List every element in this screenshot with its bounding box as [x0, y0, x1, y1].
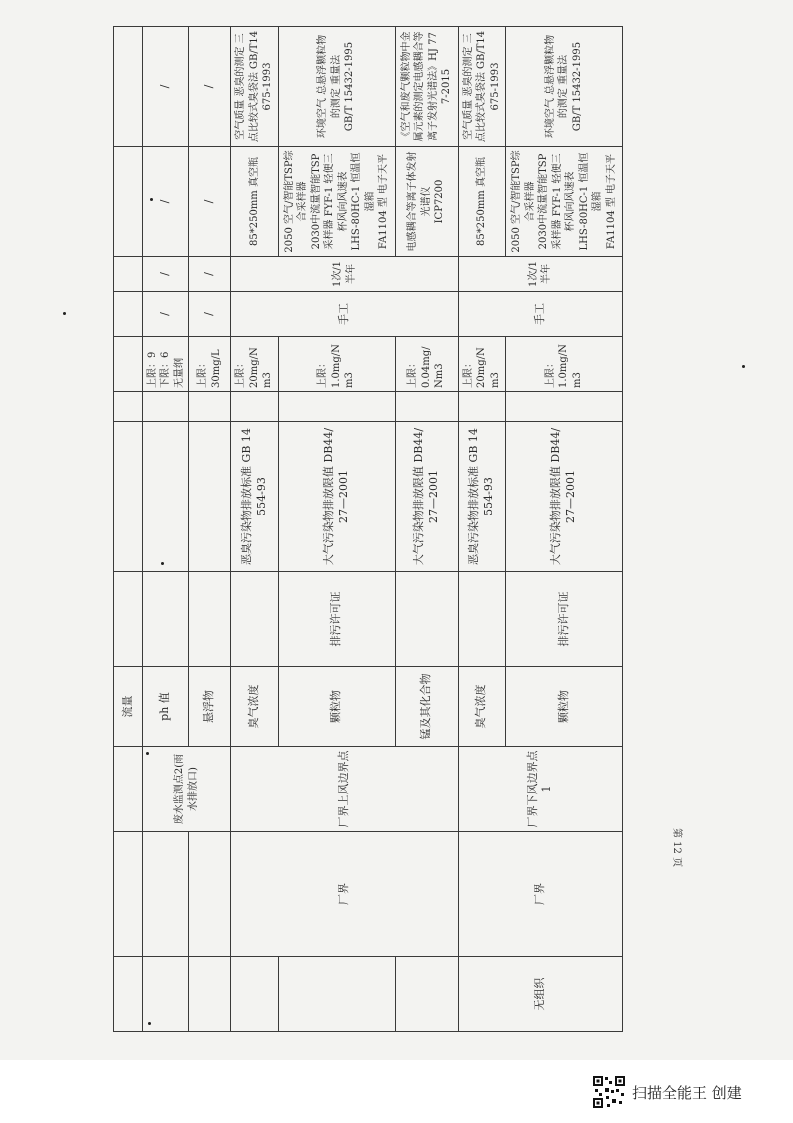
cell-upwind: 厂界上风边界点 — [231, 747, 458, 832]
cell — [506, 392, 623, 422]
cell-permit: 排污许可证 — [278, 572, 395, 667]
scan-speck — [742, 365, 745, 368]
cell — [143, 957, 189, 1032]
cell-equipment: 电感耦合等离子体发射光谱仪 ICP7200 — [395, 147, 458, 257]
cell-limit: 上限：9 下限：6 无量纲 — [143, 337, 189, 392]
cell-particulate: 颗粒物 — [278, 667, 395, 747]
cell — [458, 392, 505, 422]
monitoring-table — [113, 26, 623, 1032]
cell — [189, 392, 231, 422]
cell-standard: 恶臭污染物排放标准 GB 14554-93 — [231, 422, 278, 572]
cell-slash: / — [143, 147, 189, 257]
cell-standard: 大气污染物排放限值 DB44/ 27—2001 — [395, 422, 458, 572]
cell-particulate: 颗粒物 — [506, 667, 623, 747]
cell — [189, 832, 231, 957]
cell-equipment: 85*250mm 真空瓶 — [231, 147, 278, 257]
cell — [114, 832, 143, 957]
cell — [114, 337, 143, 392]
cell-boundary: 厂界 — [231, 832, 458, 957]
cell-manual: 手工 — [231, 292, 458, 337]
cell-method: 《空气和废气颗粒物中金属元素的测定电感耦合等离子发射光谱法》HJ 777-2015 — [395, 27, 458, 147]
cell — [189, 422, 231, 572]
cell — [114, 422, 143, 572]
cell-standard: 恶臭污染物排放标准 GB 14554-93 — [458, 422, 505, 572]
cell — [143, 572, 189, 667]
watermark-text: 扫描全能王 创建 — [632, 1083, 742, 1102]
cell — [114, 392, 143, 422]
cell — [114, 257, 143, 292]
cell-limit: 上限： 20mg/Nm3 — [458, 337, 505, 392]
table-row — [143, 27, 189, 1032]
cell-limit: 上限： 1.0mg/Nm3 — [278, 337, 395, 392]
cell — [395, 957, 458, 1032]
cell — [395, 392, 458, 422]
cell-frequency: 1次/1半年 — [458, 257, 622, 292]
scan-speck — [63, 312, 66, 315]
cell — [189, 572, 231, 667]
cell-limit: 上限： 1.0mg/Nm3 — [506, 337, 623, 392]
cell-downwind: 厂界下风边界点1 — [458, 747, 622, 832]
cell — [231, 572, 278, 667]
cell-boundary: 厂界 — [458, 832, 622, 957]
cell-monitor-point: 废水监测点2(雨水排放口) — [143, 747, 231, 832]
cell — [278, 392, 395, 422]
cell-manual: 手工 — [458, 292, 622, 337]
rotated-monitoring-table — [113, 27, 623, 1032]
cell-slash: / — [143, 257, 189, 292]
cell-manganese: 锰及其化合物 — [395, 667, 458, 747]
cell-slash: / — [189, 292, 231, 337]
cell-odor: 臭气浓度 — [458, 667, 505, 747]
cell — [231, 392, 278, 422]
cell — [395, 572, 458, 667]
scan-speck — [146, 752, 149, 755]
cell-equipment: 2050 空气/智能TSP综合采样器 2030中流量智能TSP采样器 FYF-1 轻便三杯风向风速表 LHS-80HC-1 恒温恒湿箱 FA1104 型 电子天平 — [506, 147, 623, 257]
cell-slash: / — [143, 292, 189, 337]
cell-standard: 大气污染物排放限值 DB44/ 27—2001 — [506, 422, 623, 572]
scan-speck — [150, 198, 153, 201]
cell-equipment: 85*250mm 真空瓶 — [458, 147, 505, 257]
cell — [114, 147, 143, 257]
table-row — [114, 27, 143, 1032]
cell-slash: / — [143, 27, 189, 147]
cell-method: 环境空气 总悬浮颗粒物的测定 重量法 GB/T 15432-1995 — [506, 27, 623, 147]
cell — [114, 572, 143, 667]
scanner-watermark — [592, 1075, 742, 1109]
cell-ph: ph 值 — [143, 667, 189, 747]
cell-standard: 大气污染物排放限值 DB44/ 27—2001 — [278, 422, 395, 572]
table-row — [458, 27, 505, 1032]
cell — [114, 957, 143, 1032]
qr-code-icon — [592, 1075, 626, 1109]
scan-speck — [161, 562, 164, 565]
cell-unorganized: 无组织 — [458, 957, 622, 1032]
cell — [143, 392, 189, 422]
cell — [114, 747, 143, 832]
cell — [278, 957, 395, 1032]
cell — [143, 832, 189, 957]
cell — [114, 292, 143, 337]
cell — [231, 957, 278, 1032]
table-row — [189, 27, 231, 1032]
cell-permit: 排污许可证 — [506, 572, 623, 667]
cell-ss: 悬浮物 — [189, 667, 231, 747]
table-row — [231, 27, 278, 1032]
cell-equipment: 2050 空气/智能TSP综合采样器 2030中流量智能TSP采样器 FYF-1 轻便三杯风向风速表 LHS-80HC-1 恒温恒湿箱 FA1104 型 电子天平 — [278, 147, 395, 257]
cell — [189, 957, 231, 1032]
cell-slash: / — [189, 27, 231, 147]
cell-slash: / — [189, 147, 231, 257]
cell-method: 环境空气 总悬浮颗粒物的测定 重量法 GB/T 15432-1995 — [278, 27, 395, 147]
cell — [143, 422, 189, 572]
cell-limit: 上限： 20mg/Nm3 — [231, 337, 278, 392]
cell-method: 空气质量 恶臭的测定 三点比较式臭袋法 GB/T14675-1993 — [458, 27, 505, 147]
cell-limit: 上限： 30mg/L — [189, 337, 231, 392]
scan-speck — [148, 1022, 151, 1025]
cell-odor: 臭气浓度 — [231, 667, 278, 747]
cell — [114, 27, 143, 147]
page-number: 第 12 页 — [671, 828, 682, 868]
cell-flow: 流量 — [114, 667, 143, 747]
cell-limit: 上限： 0.04mg/Nm3 — [395, 337, 458, 392]
cell-slash: / — [189, 257, 231, 292]
cell-method: 空气质量 恶臭的测定 三点比较式臭袋法 GB/T14675-1993 — [231, 27, 278, 147]
cell-frequency: 1次/1半年 — [231, 257, 458, 292]
cell — [458, 572, 505, 667]
